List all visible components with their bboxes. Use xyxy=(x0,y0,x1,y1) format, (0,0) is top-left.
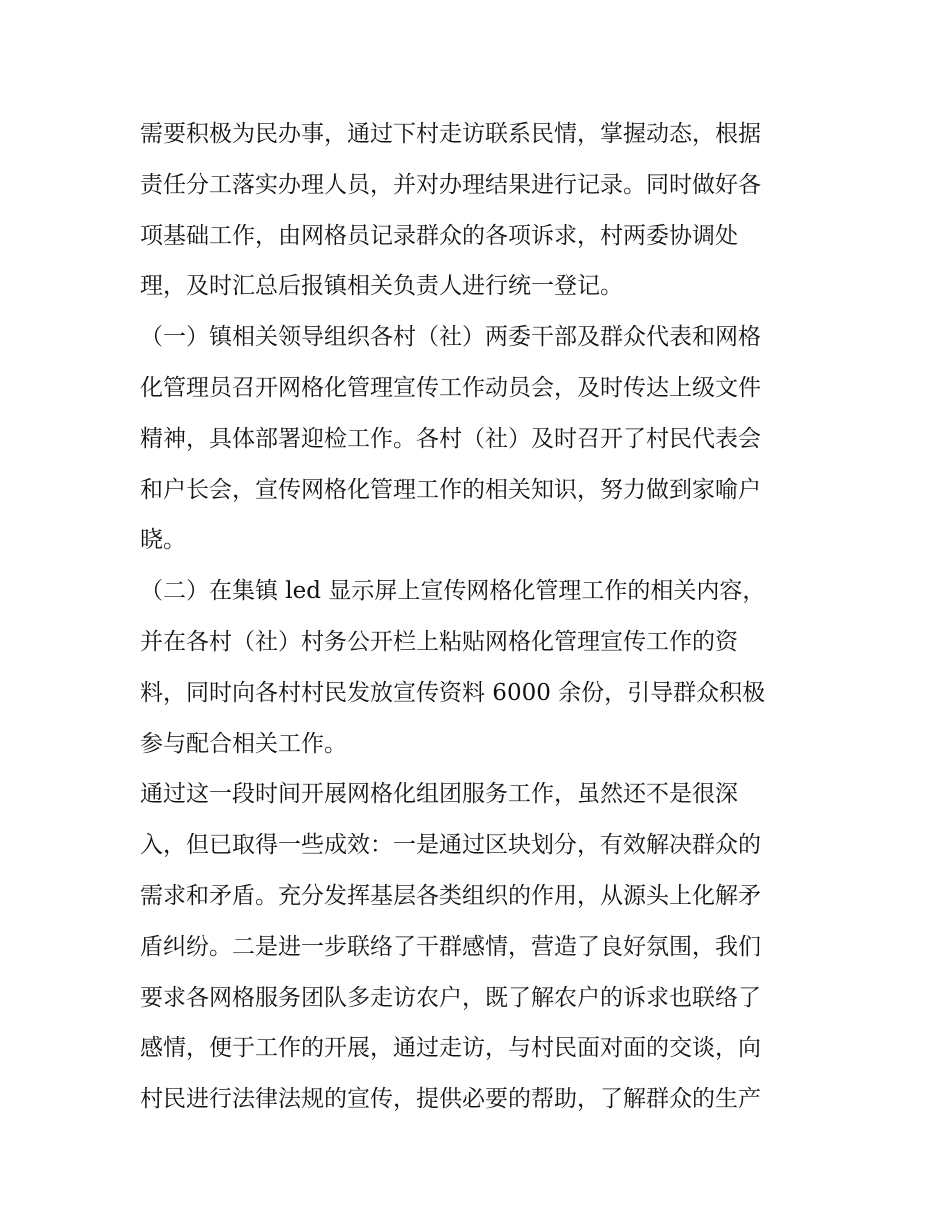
text-line: 入，但已取得一些成效：一是通过区块划分，有效解决群众的 xyxy=(140,832,761,859)
text-line: 参与配合相关工作。 xyxy=(140,730,347,757)
text-line: 精神，具体部署迎检工作。各村（社）及时召开了村民代表会 xyxy=(140,425,761,452)
text-line: 料，同时向各村村民发放宣传资料 6000 余份，引导群众积极 xyxy=(140,679,766,706)
text-line: 责任分工落实办理人员，并对办理结果进行记录。同时做好各 xyxy=(140,171,761,198)
text-line: 需要积极为民办事，通过下村走访联系民情，掌握动态，根据 xyxy=(140,121,761,147)
text-line: 要求各网格服务团队多走访农户，既了解农户的诉求也联络了 xyxy=(140,984,761,1011)
text-line: 化管理员召开网格化管理宣传工作动员会，及时传达上级文件 xyxy=(140,374,761,401)
text-line: 和户长会，宣传网格化管理工作的相关知识，努力做到家喻户 xyxy=(140,476,761,503)
text-line: （一）镇相关领导组织各村（社）两委干部及群众代表和网格 xyxy=(140,324,761,351)
text-line: 盾纠纷。二是进一步联络了干群感情，营造了良好氛围，我们 xyxy=(140,933,761,960)
text-line: 感情，便于工作的开展，通过走访，与村民面对面的交谈，向 xyxy=(140,1035,761,1062)
text-line: 村民进行法律法规的宣传，提供必要的帮助，了解群众的生产 xyxy=(140,1086,761,1113)
document-page xyxy=(140,109,820,1125)
text-line: 理，及时汇总后报镇相关负责人进行统一登记。 xyxy=(140,273,623,300)
text-line: 晓。 xyxy=(140,527,186,554)
text-line: 通过这一段时间开展网格化组团服务工作，虽然还不是很深 xyxy=(140,781,738,808)
text-line: 项基础工作，由网格员记录群众的各项诉求，村两委协调处 xyxy=(140,222,738,249)
text-line: 并在各村（社）村务公开栏上粘贴网格化管理宣传工作的资 xyxy=(140,628,738,655)
text-line: 需求和矛盾。充分发挥基层各类组织的作用，从源头上化解矛 xyxy=(140,882,761,909)
text-line: （二）在集镇 led 显示屏上宣传网格化管理工作的相关内容， xyxy=(140,578,766,605)
